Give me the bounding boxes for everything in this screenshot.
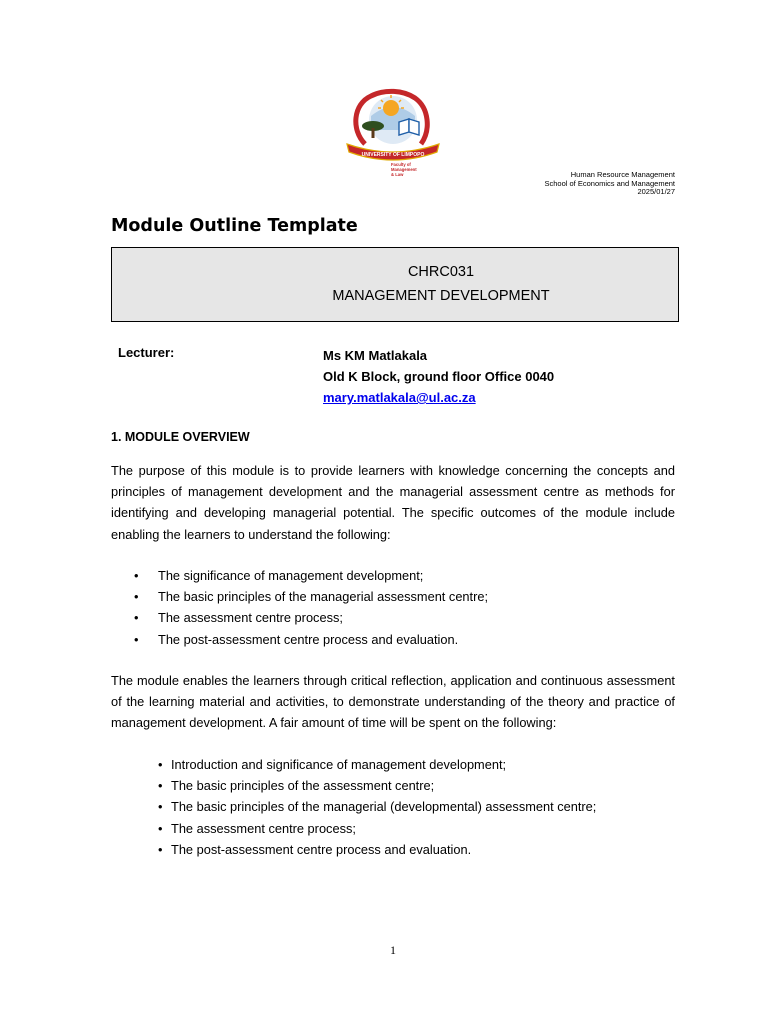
document-date: 2025/01/27	[637, 187, 675, 197]
list-item: • The assessment centre process;	[158, 607, 488, 628]
book-icon	[399, 119, 419, 135]
sun-icon	[383, 100, 399, 116]
outcomes-list	[158, 565, 488, 650]
list-item: • Introduction and significance of management development;	[171, 754, 596, 775]
course-name: MANAGEMENT DEVELOPMENT	[332, 288, 550, 304]
section-heading: 1. MODULE OVERVIEW	[111, 430, 250, 444]
topics-paragraph: The module enables the learners through critical reflection, application and continuous assessment of the learning material and activities, to demonstrate understanding of the theory and practice of management development. A fair amount of time will be spent on the following:	[111, 673, 675, 731]
svg-text:UNIVERSITY OF LIMPOPO: UNIVERSITY OF LIMPOPO	[361, 152, 425, 158]
page-number: 1	[390, 943, 396, 957]
list-item: • The post-assessment centre process and evaluation.	[171, 839, 596, 860]
overview-paragraph: The purpose of this module is to provide learners with knowledge concerning the concepts and principles of management development and the managerial assessment centre as methods for identifying and developing managerial potential. The specific outcomes of the module include enabling the learners to understand the following:	[111, 463, 675, 542]
lecturer-name: Ms KM Matlakala	[323, 348, 428, 363]
lecturer-office: Old K Block, ground floor Office 0040	[323, 369, 555, 384]
lecturer-details	[323, 345, 554, 408]
list-item: • The significance of management development;	[158, 565, 488, 586]
school-name: School of Economics and Management	[544, 178, 675, 188]
svg-text:Management: Management	[391, 167, 417, 172]
topics-list	[171, 754, 596, 860]
svg-text:& Law: & Law	[391, 172, 404, 176]
list-item: • The basic principles of the managerial (developmental) assessment centre;	[171, 796, 596, 817]
course-code: CHRC031	[407, 264, 475, 280]
lecturer-email-link[interactable]: mary.matlakala@ul.ac.za	[323, 390, 476, 405]
header-meta	[545, 171, 676, 197]
department-name: Human Resource Management	[570, 170, 675, 179]
lecturer-label: Lecturer:	[118, 345, 175, 360]
list-item: • The assessment centre process;	[171, 818, 596, 839]
document-title: Module Outline Template	[111, 216, 358, 236]
list-item: • The basic principles of the managerial assessment centre;	[158, 586, 488, 607]
list-item: • The basic principles of the assessment centre;	[171, 775, 596, 796]
university-logo	[343, 86, 443, 176]
course-box	[111, 247, 679, 322]
svg-text:Faculty of: Faculty of	[391, 162, 411, 167]
list-item: • The post-assessment centre process and evaluation.	[158, 629, 488, 650]
